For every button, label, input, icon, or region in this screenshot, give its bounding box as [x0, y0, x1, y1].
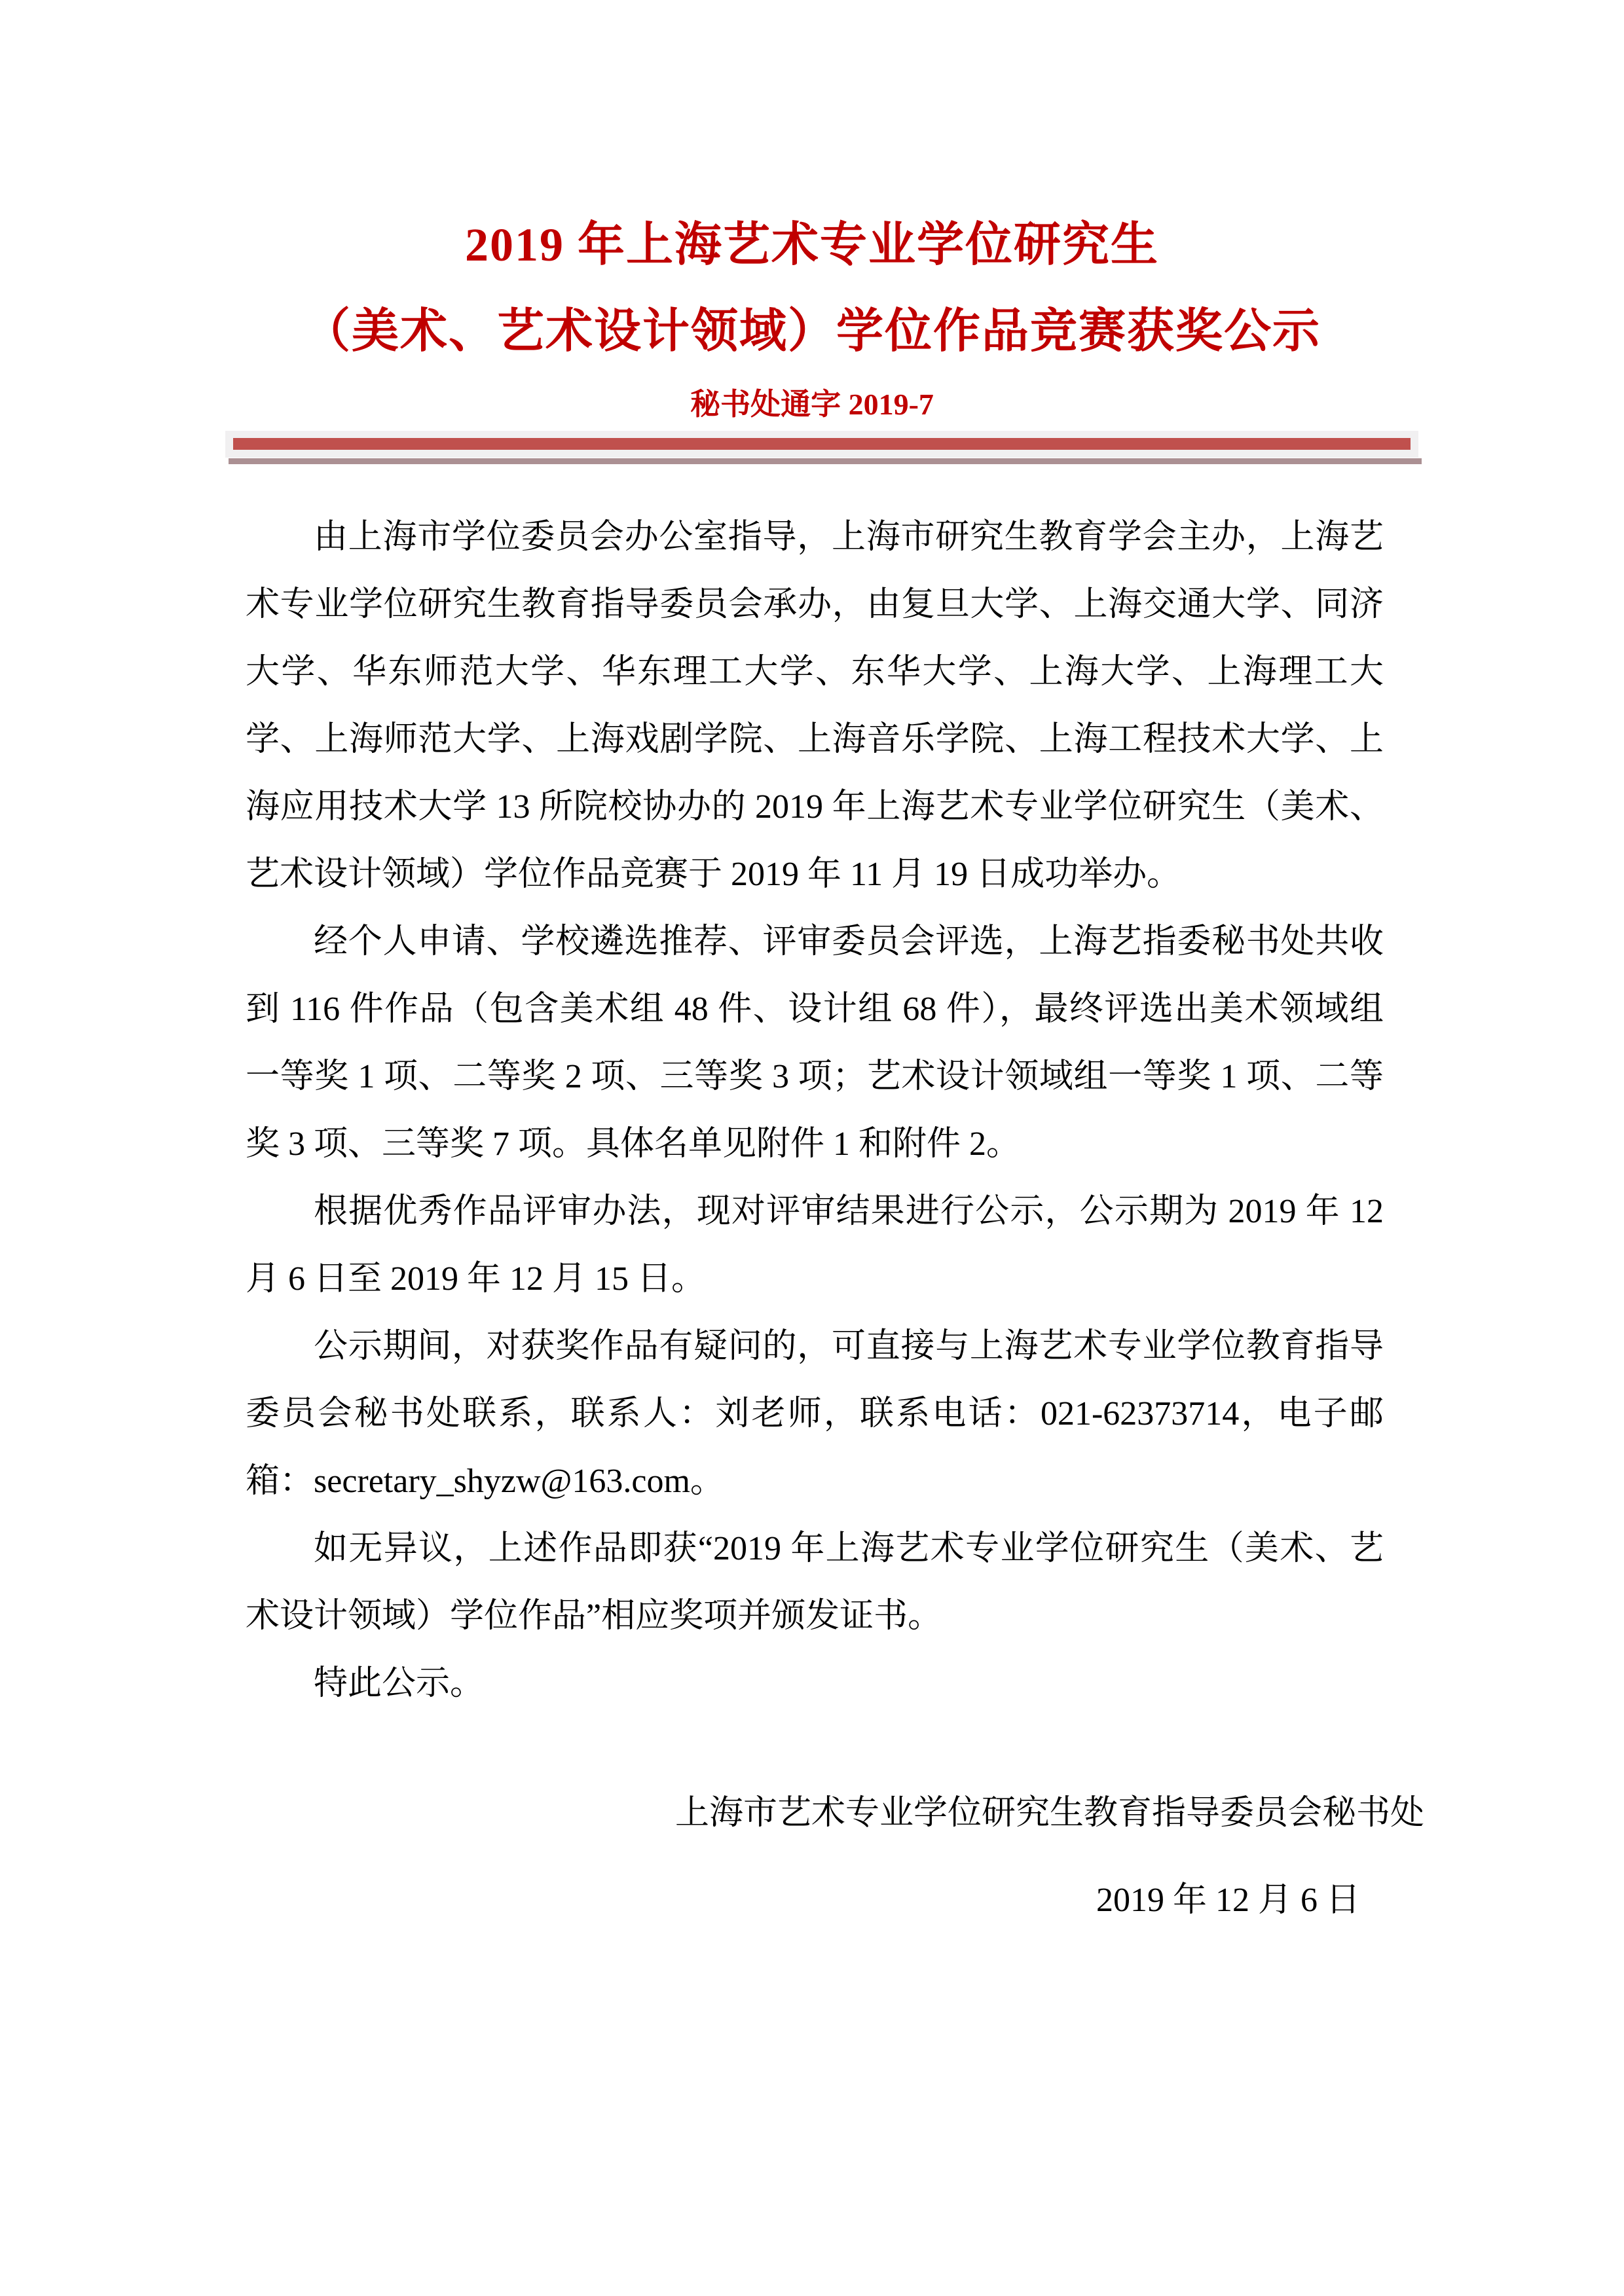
signature: 上海市艺术专业学位研究生教育指导委员会秘书处: [674, 1795, 1424, 1832]
title-line-2: （美术、艺术设计领域）学位作品竞赛获奖公示: [303, 305, 1321, 357]
divider-red-bar: [233, 438, 1411, 450]
body-paragraph: 如无异议，上述作品即获“2019 年上海艺术专业学位研究生（美术、艺术设计领域）学位作品”相应奖项并颁发证书。: [246, 1530, 1384, 1635]
document-header: [0, 0, 1624, 424]
body-paragraph: 经个人申请、学校遴选推荐、评审委员会评选，上海艺指委秘书处共收到 116 件作品（包含美术组 48 件、设计组 68 件），最终评选出美术领域组一等奖 1 项、二等奖 2 项、三等奖 3 项；艺术设计领域组一等奖 1 项、二等奖 3 项、三等奖 7 项。具体名单见附件 1 和附件 2。: [246, 923, 1384, 1163]
body-paragraph: 由上海市学位委员会办公室指导，上海市研究生教育学会主办，上海艺术专业学位研究生教育指导委员会承办，由复旦大学、上海交通大学、同济大学、华东师范大学、华东理工大学、东华大学、上海大学、上海理工大学、上海师范大学、上海戏剧学院、上海音乐学院、上海工程技术大学、上海应用技术大学 13 所院校协办的 2019 年上海艺术专业学位研究生（美术、艺术设计领域）学位作品竞赛于 2019 年 11 月 19 日成功举办。: [246, 519, 1384, 893]
body-paragraph: 公示期间，对获奖作品有疑问的，可直接与上海艺术专业学位教育指导委员会秘书处联系，联系人：刘老师，联系电话：021-62373714，电子邮箱：secretary_shyzw@163.com。: [246, 1328, 1384, 1500]
divider-shadow: [229, 458, 1422, 464]
body-paragraph: 根据优秀作品评审办法，现对评审结果进行公示，公示期为 2019 年 12 月 6 日至 2019 年 12 月 15 日。: [246, 1193, 1384, 1298]
page-title: [0, 202, 1624, 374]
title-divider: [225, 431, 1418, 458]
title-line-1: 2019 年上海艺术专业学位研究生: [464, 219, 1159, 271]
doc-number: 秘书处通字 2019-7: [690, 388, 934, 421]
date: 2019 年 12 月 6 日: [1096, 1882, 1360, 1919]
document-body: [246, 503, 1384, 1717]
body-paragraph: 特此公示。: [314, 1665, 485, 1702]
